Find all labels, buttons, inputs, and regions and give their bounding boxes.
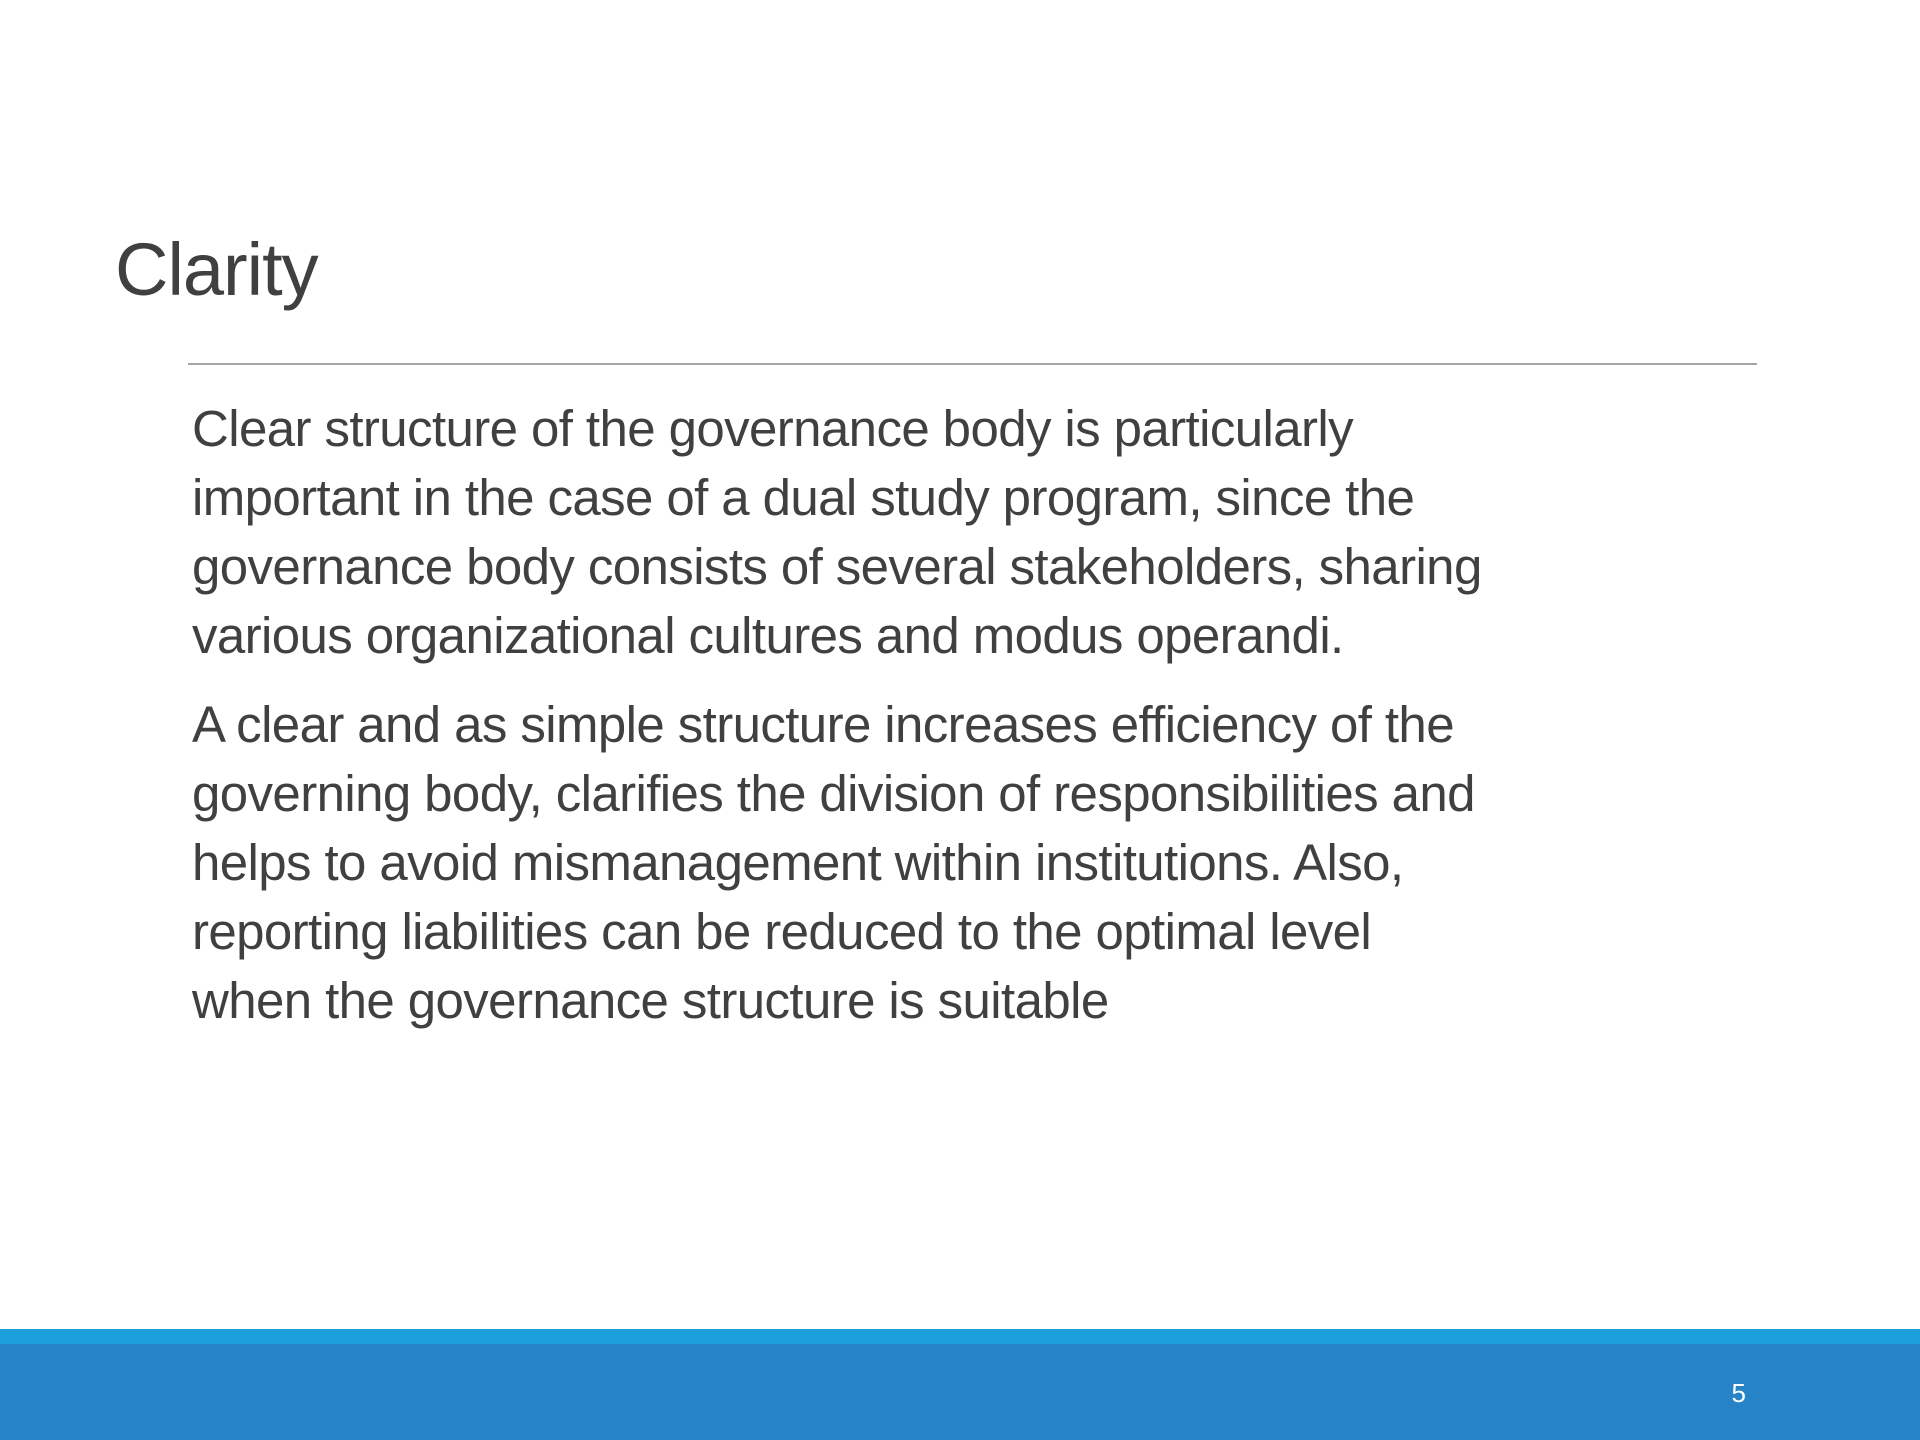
footer-band — [0, 1344, 1920, 1440]
body-paragraph-1: Clear structure of the governance body is particularly important in the case of a dual study program, since the governance body consists of several stakeholders, sharing various organizational cultures and modus operandi. — [192, 400, 1482, 664]
slide-body — [192, 394, 1752, 1055]
slide-number: 5 — [1731, 1378, 1746, 1408]
title-divider — [188, 363, 1757, 365]
footer-accent-stripe — [0, 1329, 1920, 1344]
body-paragraph-2: A clear and as simple structure increases efficiency of the governing body, clarifies the division of responsibilities and helps to avoid mismanagement within institutions. Also, reporting liabilities can be reduced to the optimal level when the governance structure is suitable — [192, 696, 1475, 1029]
slide-title: Clarity — [115, 228, 318, 311]
